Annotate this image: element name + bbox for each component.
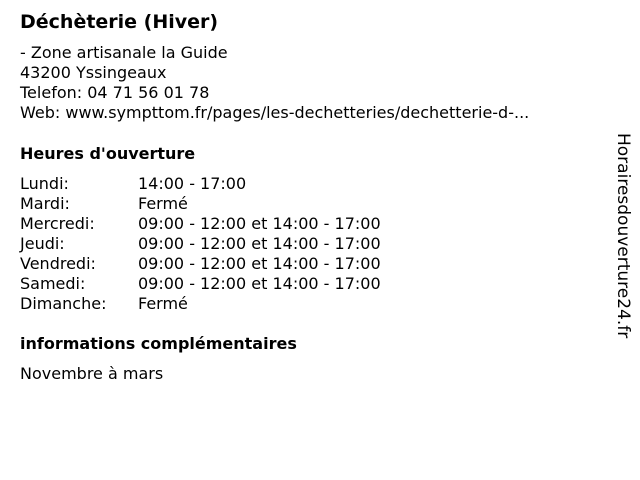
watermark-text: Horairesdouverture24.fr (613, 133, 633, 339)
hours-day: Mercredi: (20, 214, 95, 233)
address-phone: Telefon: 04 71 56 01 78 (20, 83, 210, 102)
address-block (20, 43, 529, 123)
hours-time: 09:00 - 12:00 et 14:00 - 17:00 (138, 274, 381, 293)
hours-time: Fermé (138, 194, 188, 213)
hours-day: Vendredi: (20, 254, 96, 273)
hours-time: Fermé (138, 294, 188, 313)
hours-day: Jeudi: (20, 234, 65, 253)
hours-day: Samedi: (20, 274, 86, 293)
hours-day: Mardi: (20, 194, 70, 213)
hours-time: 09:00 - 12:00 et 14:00 - 17:00 (138, 254, 381, 273)
address-city: 43200 Yssingeaux (20, 63, 167, 82)
hours-time: 09:00 - 12:00 et 14:00 - 17:00 (138, 234, 381, 253)
additional-info-title: informations complémentaires (20, 334, 297, 353)
address-web: Web: www.sympttom.fr/pages/les-dechetteries/dechetterie-d-... (20, 103, 530, 122)
additional-info-text: Novembre à mars (20, 364, 164, 383)
hours-day: Dimanche: (20, 294, 107, 313)
address-street: - Zone artisanale la Guide (20, 43, 228, 62)
watermark (611, 133, 635, 345)
hours-time: 09:00 - 12:00 et 14:00 - 17:00 (138, 214, 381, 233)
page-title: Déchèterie (Hiver) (20, 11, 219, 33)
hours-day: Lundi: (20, 174, 69, 193)
opening-hours-title: Heures d'ouverture (20, 144, 196, 163)
hours-time: 14:00 - 17:00 (138, 174, 247, 193)
